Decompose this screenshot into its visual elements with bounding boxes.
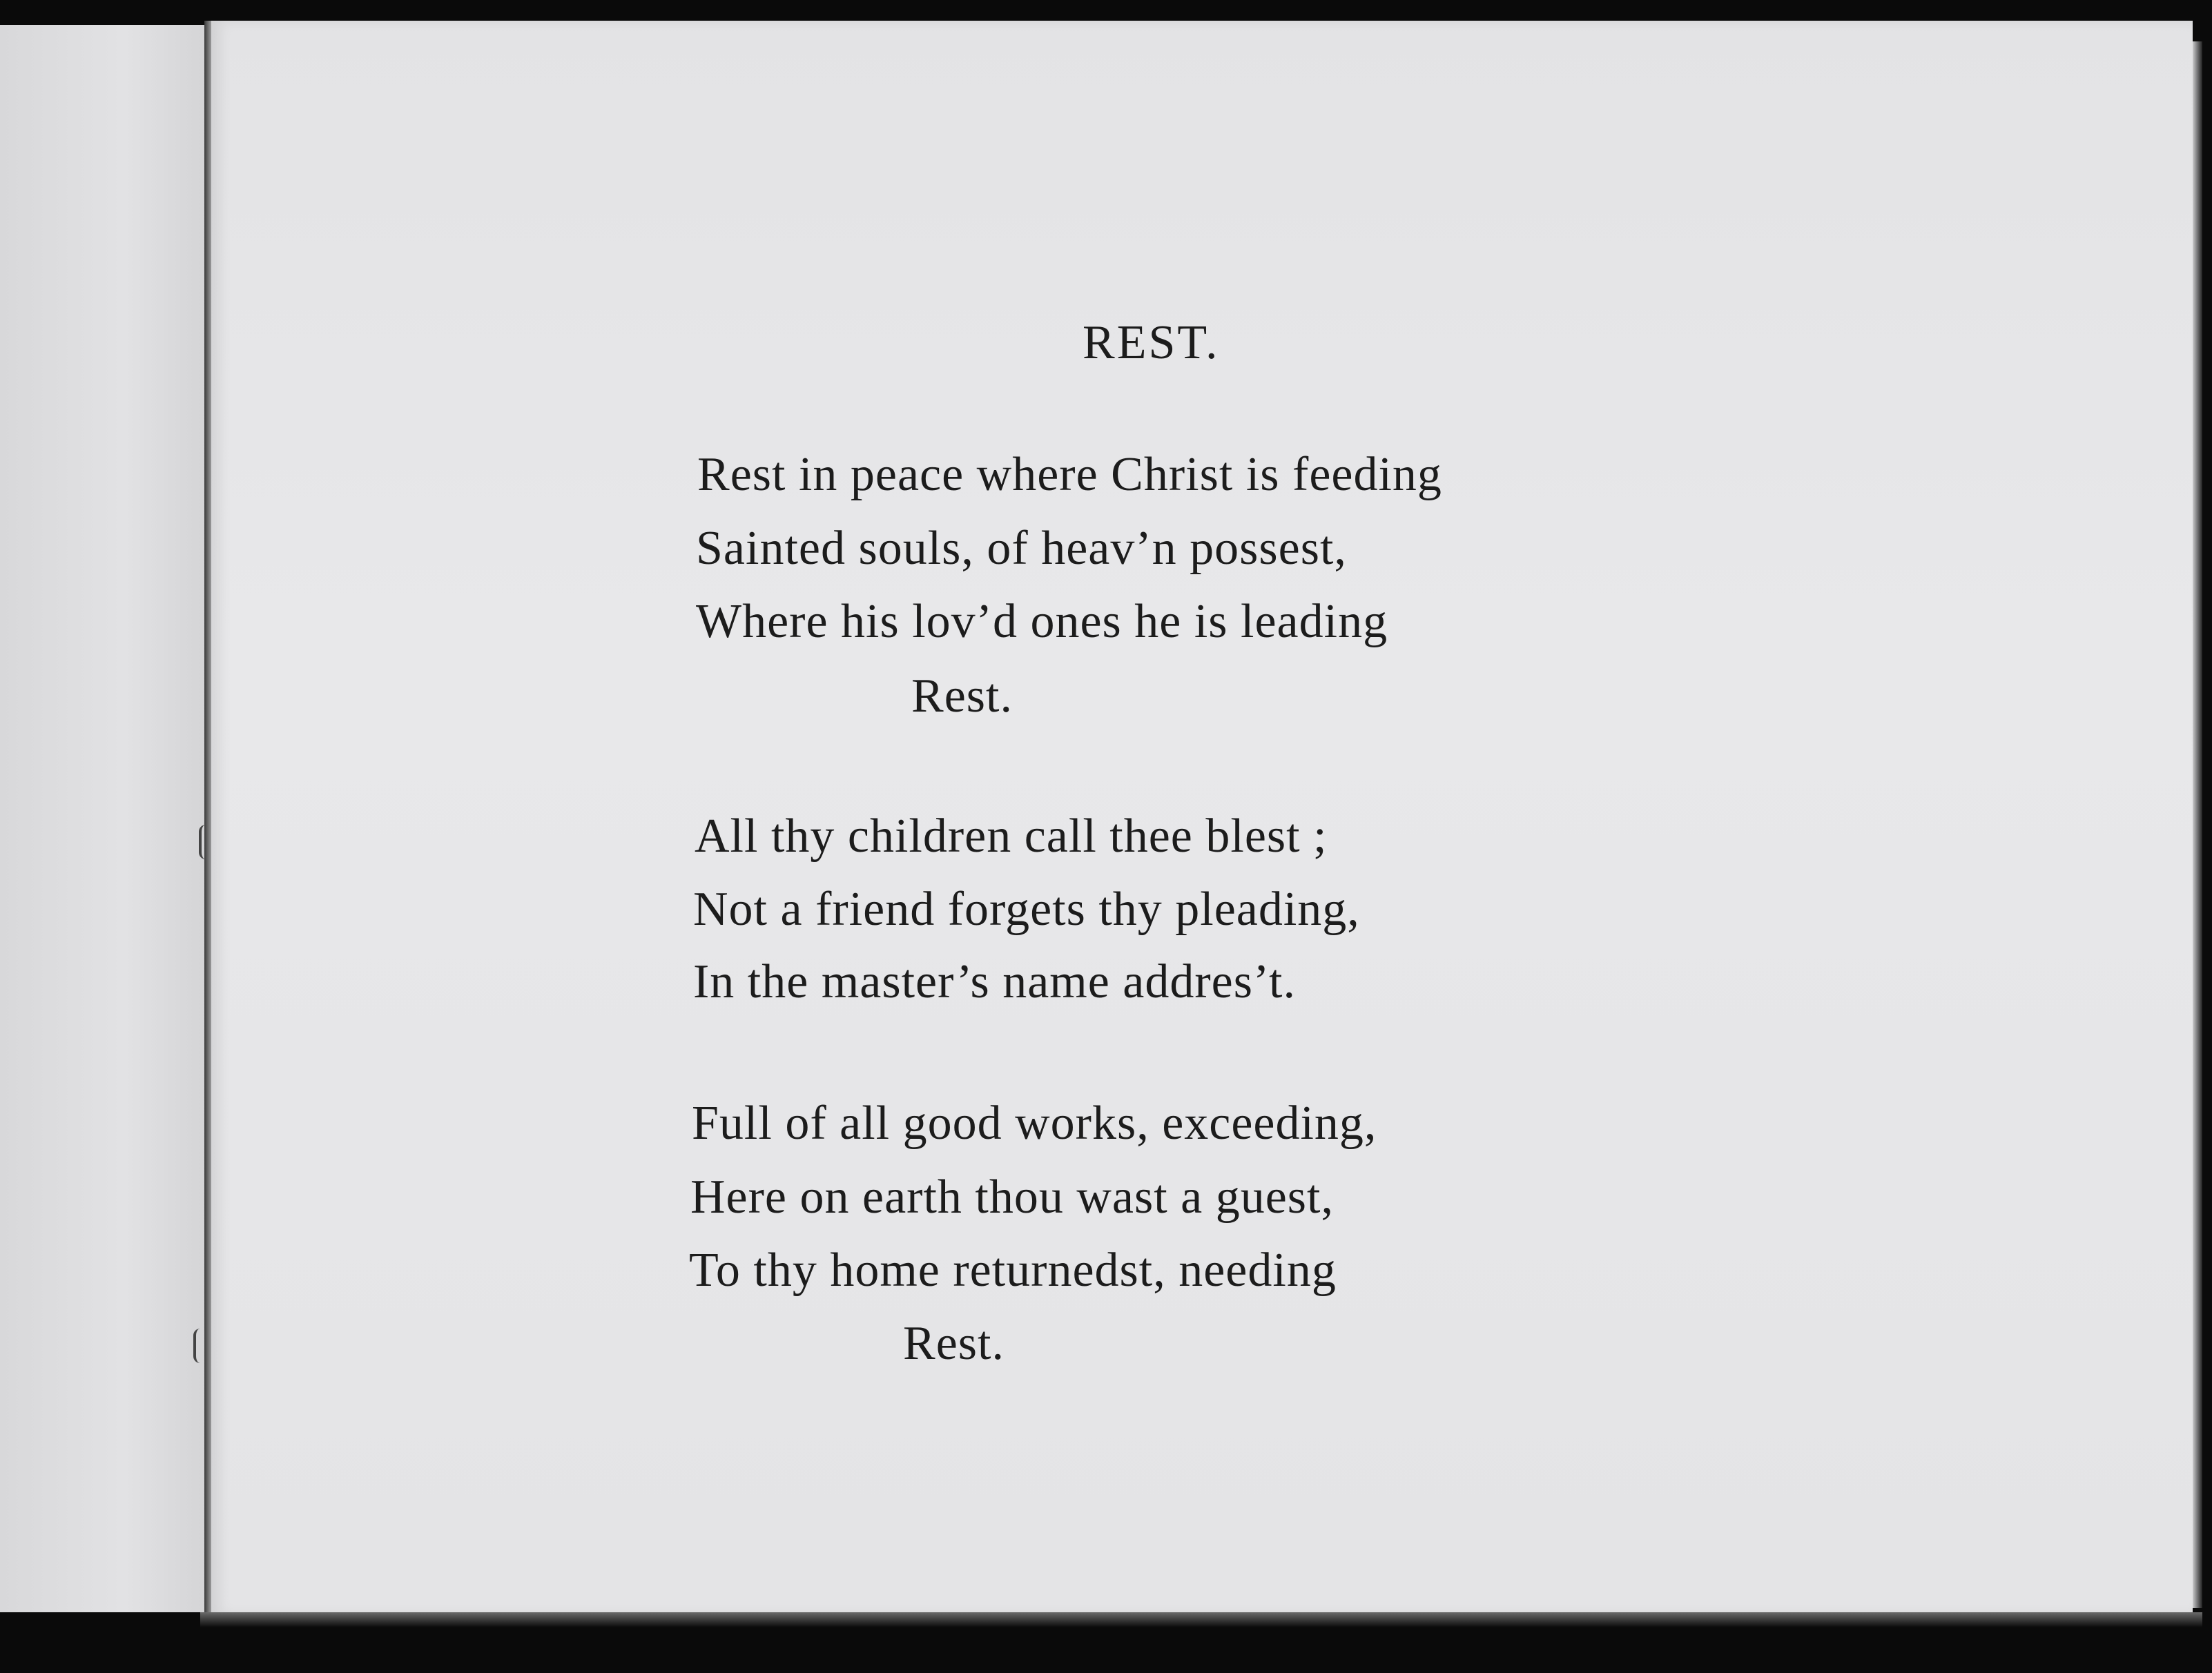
- poem-line: To thy home returnedst, needing: [689, 1244, 1337, 1297]
- poem-line: Rest.: [903, 1317, 1005, 1370]
- poem-line: Where his lov’d ones he is leading: [696, 595, 1388, 648]
- poem-line: All thy children call thee blest ;: [695, 810, 1328, 863]
- poem-line: Not a friend forgets thy pleading,: [693, 883, 1360, 936]
- poem-line: Full of all good works, exceeding,: [692, 1097, 1377, 1150]
- poem-title: REST.: [1083, 316, 1220, 369]
- poem-line: Rest in peace where Christ is feeding: [697, 448, 1442, 501]
- poem-line: In the master’s name addres’t.: [693, 955, 1296, 1008]
- poem-line: Sainted souls, of heav’n possest,: [696, 522, 1347, 575]
- poem-line: Here on earth thou wast a guest,: [690, 1171, 1334, 1224]
- poem-line: Rest.: [911, 669, 1013, 723]
